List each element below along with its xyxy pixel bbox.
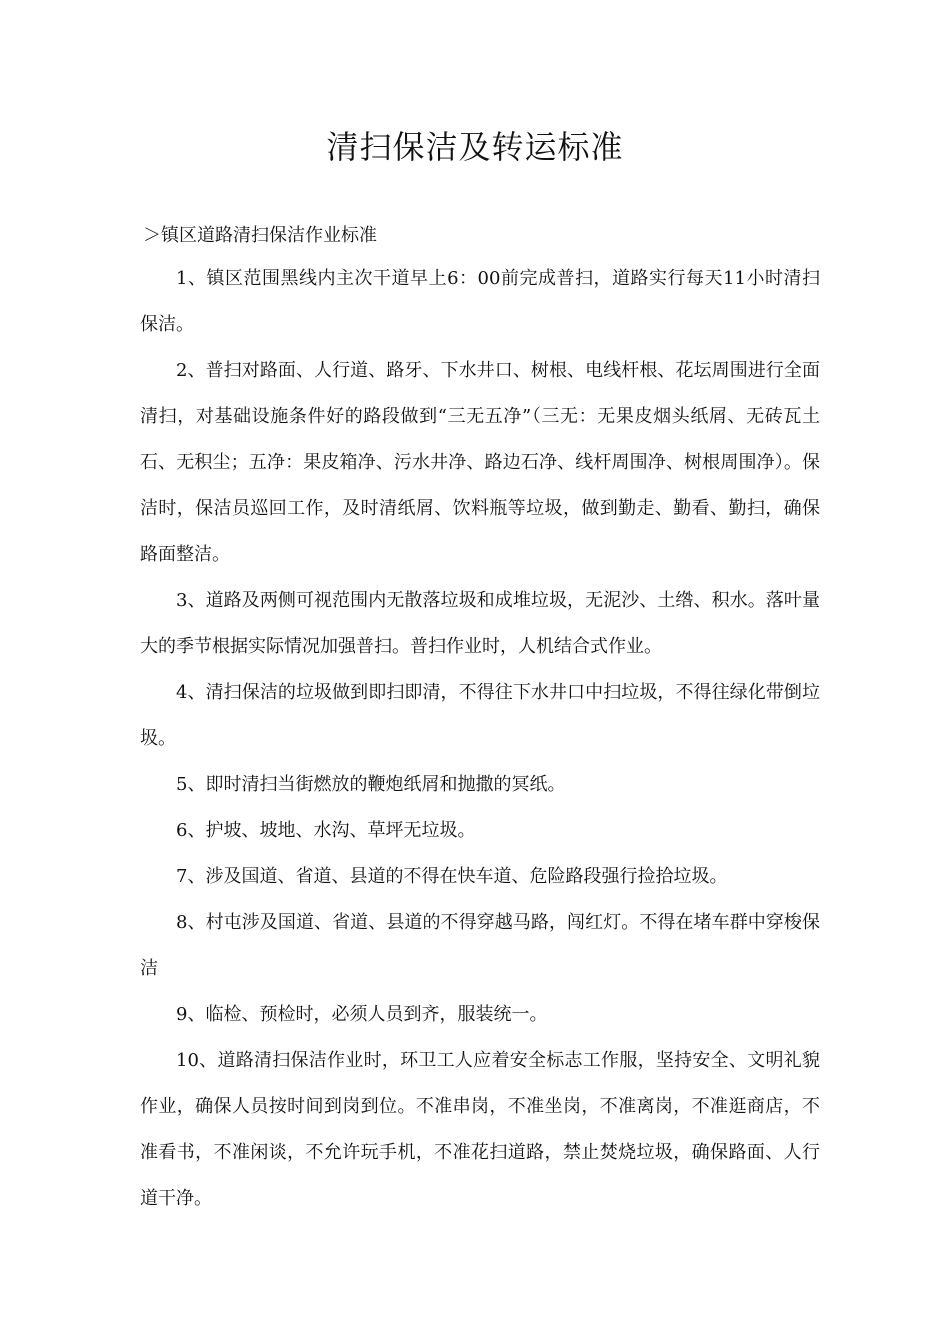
paragraph-8: 8、村屯涉及国道、省道、县道的不得穿越马路，闯红灯。不得在堵车群中穿梭保洁	[140, 912, 820, 979]
paragraph-3: 3、道路及两侧可视范围内无散落垃圾和成堆垃圾，无泥沙、土绺、积水。落叶量大的季节根据实际情况加强普扫。普扫作业时，人机结合式作业。	[140, 590, 820, 657]
section-heading: ＞镇区道路清扫保洁作业标准	[143, 225, 377, 246]
paragraph-10: 10、道路清扫保洁作业时，环卫工人应着安全标志工作服，坚持安全、文明礼貌作业，确保人员按时间到岗到位。不准串岗，不准坐岗，不准离岗，不准逛商店，不准看书，不准闲谈，不允许玩手机，不准花扫道路，禁止焚烧垃圾，确保路面、人行道干净。	[140, 1050, 820, 1209]
paragraph-9: 9、临检、预检时，必须人员到齐，服装统一。	[176, 1004, 548, 1025]
paragraph-2: 2、普扫对路面、人行道、路牙、下水井口、树根、电线杆根、花坛周围进行全面清扫，对基础设施条件好的路段做到“三无五净”（三无：无果皮烟头纸屑、无砖瓦土石、无积尘；五净：果皮箱净、污水井净、路边石净、线杆周围净、树根周围净）。保洁时，保洁员巡回工作，及时清纸屑、饮料瓶等垃圾，做到勤走、勤看、勤扫，确保路面整洁。	[140, 360, 820, 565]
paragraph-4: 4、清扫保洁的垃圾做到即扫即清，不得往下水井口中扫垃圾，不得往绿化带倒垃圾。	[140, 682, 820, 749]
paragraph-5: 5、即时清扫当街燃放的鞭炮纸屑和抛撒的冥纸。	[176, 774, 566, 795]
paragraph-1: 1、镇区范围黑线内主次干道早上6：00前完成普扫，道路实行每天11小时清扫保洁。	[140, 268, 820, 335]
document-body	[140, 256, 820, 1222]
page-title: 清扫保洁及转运标准	[326, 128, 624, 166]
paragraph-6: 6、护坡、坡地、水沟、草坪无垃圾。	[176, 820, 476, 841]
paragraph-7: 7、涉及国道、省道、县道的不得在快车道、危险路段强行捡拾垃圾。	[176, 866, 728, 887]
